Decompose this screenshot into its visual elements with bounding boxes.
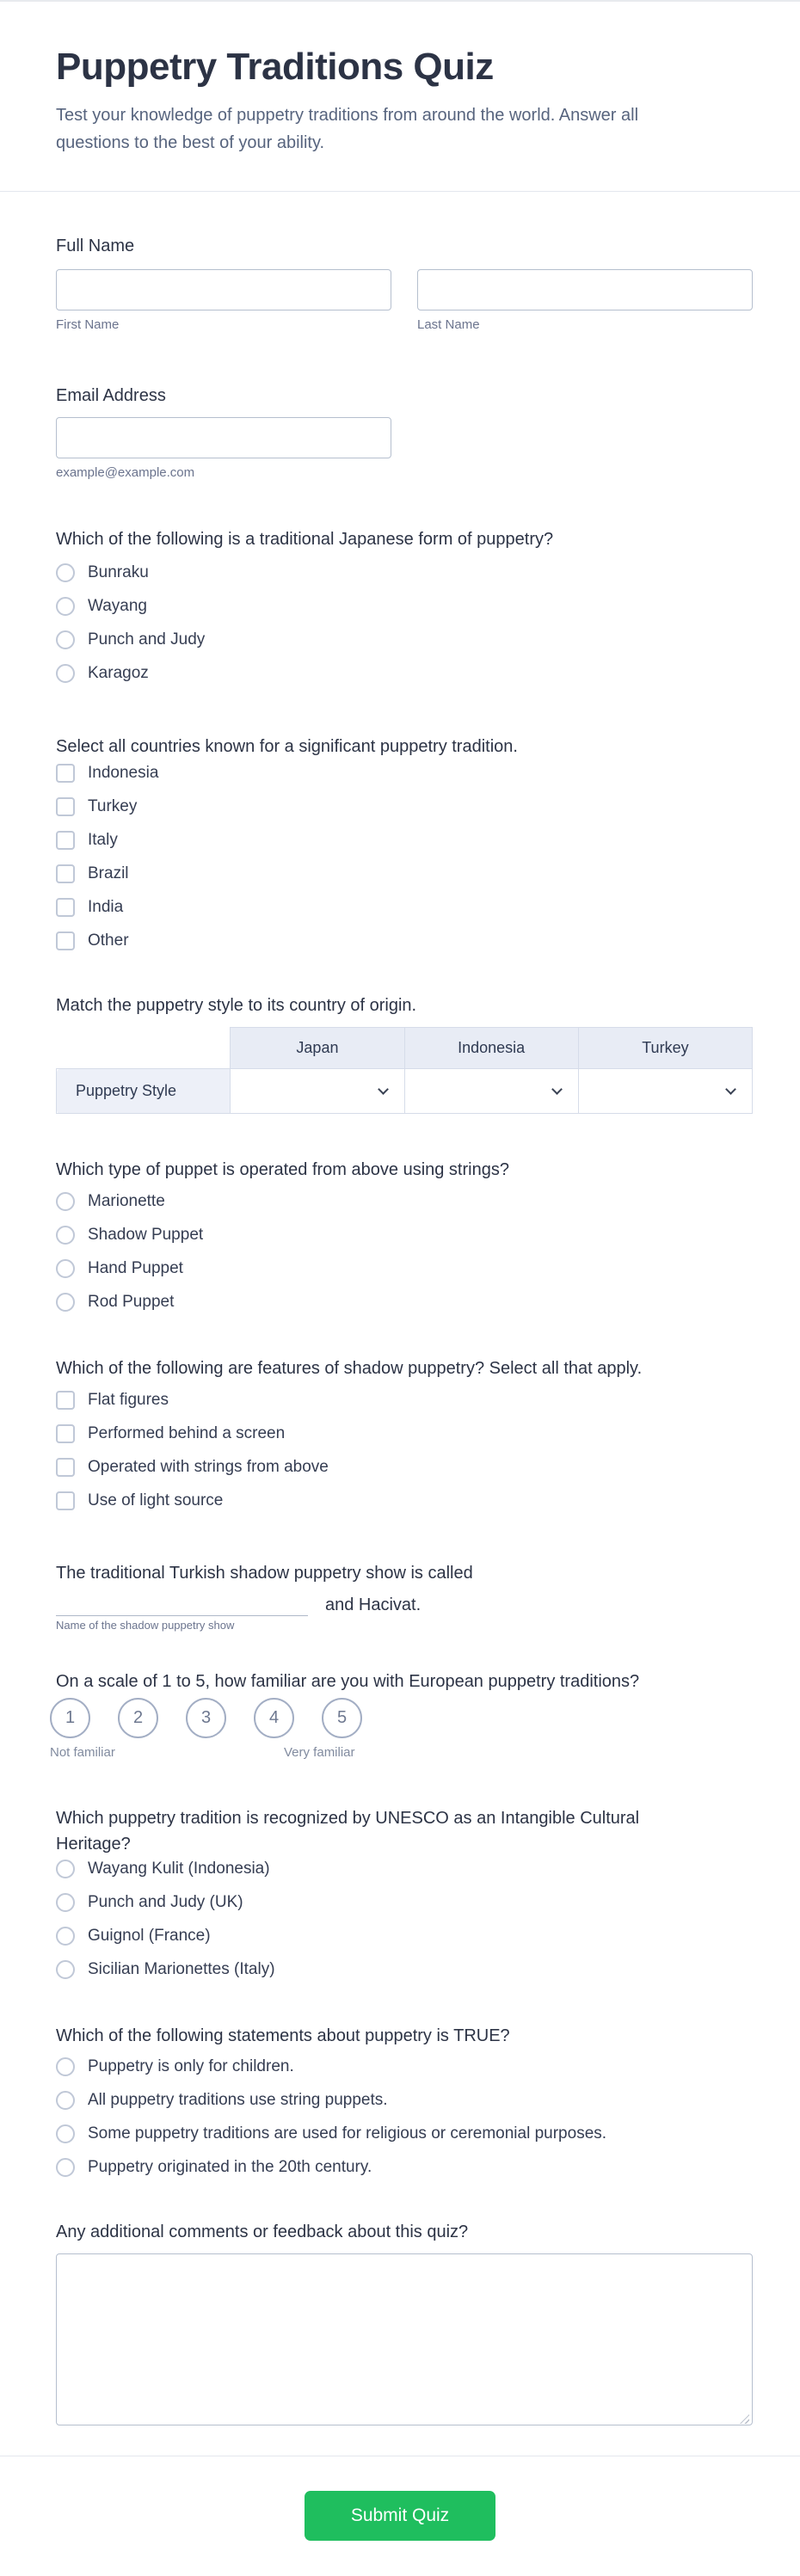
- checkbox-option[interactable]: [56, 897, 753, 918]
- option-label: Indonesia: [88, 764, 159, 782]
- radio-option[interactable]: [56, 2124, 753, 2144]
- radio-group: [56, 1191, 753, 1313]
- first-name-input[interactable]: [56, 269, 391, 310]
- comments-wrapper: [56, 2253, 753, 2430]
- radio-option[interactable]: [56, 2056, 753, 2077]
- radio-icon[interactable]: [56, 1860, 75, 1878]
- checkbox-option[interactable]: [56, 1423, 753, 1444]
- option-label: Marionette: [88, 1192, 165, 1210]
- radio-icon[interactable]: [56, 2091, 75, 2110]
- checkbox-icon[interactable]: [56, 764, 75, 783]
- checkbox-icon[interactable]: [56, 931, 75, 950]
- matrix-select-japan[interactable]: [231, 1069, 404, 1114]
- option-label: Use of light source: [88, 1491, 224, 1509]
- option-label: Hand Puppet: [88, 1259, 183, 1277]
- chevron-down-icon: [378, 1084, 389, 1095]
- question-scale: [50, 1670, 753, 1761]
- scale-max-label: Very familiar: [284, 1745, 355, 1760]
- question-label: Select all countries known for a significant puppetry tradition.: [56, 737, 518, 756]
- question-strings-above: [56, 1159, 753, 1313]
- scale-option-2[interactable]: 2: [118, 1698, 158, 1738]
- option-label: Shadow Puppet: [88, 1226, 204, 1244]
- question-unesco: [56, 1805, 753, 1980]
- scale-option-1[interactable]: 1: [50, 1698, 90, 1738]
- question-shadow-features: [56, 1357, 753, 1511]
- option-label: Brazil: [88, 864, 129, 882]
- option-label: Wayang Kulit (Indonesia): [88, 1860, 270, 1878]
- radio-option[interactable]: [56, 2157, 753, 2178]
- option-label: Operated with strings from above: [88, 1458, 329, 1476]
- form-header: [56, 2, 753, 157]
- option-label: Punch and Judy (UK): [88, 1893, 243, 1911]
- question-label: Which of the following statements about puppetry is TRUE?: [56, 2026, 510, 2045]
- comments-textarea[interactable]: [56, 2253, 753, 2425]
- option-label: Karagoz: [88, 664, 149, 682]
- option-label: Flat figures: [88, 1391, 169, 1409]
- scale-options-row: [50, 1698, 753, 1738]
- fill-blank-sublabel: Name of the shadow puppetry show: [56, 1619, 235, 1632]
- scale-option-3[interactable]: 3: [186, 1698, 226, 1738]
- radio-icon[interactable]: [56, 1960, 75, 1979]
- question-matrix: [56, 994, 753, 1114]
- radio-icon[interactable]: [56, 1226, 75, 1245]
- question-japanese-form: [56, 528, 753, 684]
- option-label: All puppetry traditions use string puppets.: [88, 2091, 388, 2109]
- radio-option[interactable]: [56, 663, 753, 684]
- fill-blank-suffix: and Hacivat.: [325, 1595, 422, 1614]
- question-comments: [56, 2221, 753, 2430]
- option-label: Rod Puppet: [88, 1293, 175, 1311]
- radio-icon[interactable]: [56, 1927, 75, 1946]
- radio-icon[interactable]: [56, 1893, 75, 1912]
- radio-icon[interactable]: [56, 597, 75, 616]
- checkbox-icon[interactable]: [56, 1491, 75, 1510]
- question-label: On a scale of 1 to 5, how familiar are you with European puppetry traditions?: [56, 1672, 640, 1691]
- option-label: Puppetry is only for children.: [88, 2057, 294, 2075]
- radio-icon[interactable]: [56, 2158, 75, 2177]
- option-label: Sicilian Marionettes (Italy): [88, 1960, 275, 1978]
- checkbox-icon[interactable]: [56, 864, 75, 883]
- scale-option-5[interactable]: 5: [322, 1698, 362, 1738]
- checkbox-option[interactable]: [56, 830, 753, 851]
- question-countries: [56, 735, 753, 951]
- option-label: Performed behind a screen: [88, 1424, 286, 1442]
- last-name-sublabel: Last Name: [417, 317, 480, 332]
- matrix-table: [56, 1027, 753, 1114]
- radio-option[interactable]: [56, 1859, 753, 1879]
- checkbox-icon[interactable]: [56, 1424, 75, 1443]
- checkbox-icon[interactable]: [56, 797, 75, 816]
- comments-label: Any additional comments or feedback about this quiz?: [56, 2222, 469, 2241]
- option-label: Puppetry originated in the 20th century.: [88, 2158, 372, 2176]
- option-label: Bunraku: [88, 563, 149, 581]
- checkbox-option[interactable]: [56, 1491, 753, 1511]
- fill-blank-label: The traditional Turkish shadow puppetry show is called: [56, 1564, 473, 1583]
- radio-icon[interactable]: [56, 1293, 75, 1312]
- email-sublabel: example@example.com: [56, 465, 195, 480]
- option-label: Turkey: [88, 797, 138, 815]
- radio-icon[interactable]: [56, 563, 75, 582]
- question-true-statement: [56, 2025, 753, 2178]
- question-label: Which of the following are features of shadow puppetry? Select all that apply.: [56, 1359, 643, 1378]
- matrix-select-turkey[interactable]: [578, 1069, 752, 1114]
- radio-option[interactable]: [56, 1292, 753, 1313]
- radio-option[interactable]: [56, 596, 753, 617]
- radio-option[interactable]: [56, 1959, 753, 1980]
- radio-option[interactable]: [56, 1225, 753, 1245]
- question-label: Which of the following is a traditional Japanese form of puppetry?: [56, 530, 554, 549]
- option-label: India: [88, 898, 124, 916]
- checkbox-group: [56, 1390, 753, 1511]
- checkbox-option[interactable]: [56, 1390, 753, 1411]
- checkbox-group: [56, 763, 753, 951]
- name-inputs-row: [56, 269, 753, 333]
- option-label: Wayang: [88, 597, 147, 615]
- question-label: Which type of puppet is operated from above using strings?: [56, 1160, 509, 1179]
- question-label: Match the puppetry style to its country of origin.: [56, 996, 417, 1015]
- submit-row: [0, 2491, 800, 2541]
- radio-icon[interactable]: [56, 2057, 75, 2076]
- radio-icon[interactable]: [56, 2124, 75, 2143]
- form-title: Puppetry Traditions Quiz: [56, 46, 494, 88]
- checkbox-icon[interactable]: [56, 1458, 75, 1477]
- question-label: Which puppetry tradition is recognized by UNESCO as an Intangible Cultural Heritage?: [56, 1809, 640, 1854]
- checkbox-option[interactable]: [56, 864, 753, 884]
- checkbox-option[interactable]: [56, 796, 753, 817]
- full-name-label: Full Name: [56, 237, 135, 255]
- checkbox-option[interactable]: [56, 763, 753, 784]
- option-label: Punch and Judy: [88, 630, 206, 649]
- header-divider: [0, 191, 800, 192]
- option-label: Italy: [88, 831, 118, 849]
- radio-option[interactable]: [56, 1892, 753, 1913]
- radio-icon[interactable]: [56, 1192, 75, 1211]
- checkbox-icon[interactable]: [56, 898, 75, 917]
- radio-icon[interactable]: [56, 630, 75, 649]
- last-name-input[interactable]: [417, 269, 753, 310]
- first-name-column: [56, 269, 391, 333]
- radio-option[interactable]: [56, 1926, 753, 1946]
- scale-min-label: Not familiar: [50, 1745, 115, 1760]
- full-name-field: [56, 235, 753, 333]
- radio-group: [56, 563, 753, 684]
- radio-option[interactable]: [56, 563, 753, 583]
- last-name-column: [417, 269, 753, 333]
- radio-group: [56, 1859, 753, 1980]
- matrix-header-row: [57, 1028, 753, 1069]
- chevron-down-icon: [551, 1084, 563, 1095]
- option-label: Guignol (France): [88, 1927, 211, 1945]
- radio-option[interactable]: [56, 630, 753, 650]
- matrix-column-indonesia: Indonesia: [404, 1028, 578, 1069]
- scale-endpoint-labels: [50, 1745, 753, 1761]
- radio-icon[interactable]: [56, 664, 75, 683]
- radio-option[interactable]: [56, 1191, 753, 1212]
- matrix-select-indonesia[interactable]: [404, 1069, 578, 1114]
- submit-button[interactable]: Submit Quiz: [305, 2491, 495, 2541]
- matrix-column-japan: Japan: [231, 1028, 404, 1069]
- checkbox-icon[interactable]: [56, 831, 75, 850]
- first-name-sublabel: First Name: [56, 317, 120, 332]
- option-label: Some puppetry traditions are used for religious or ceremonial purposes.: [88, 2124, 607, 2143]
- question-fill-blank: [56, 1561, 753, 1632]
- matrix-corner-cell: [57, 1028, 231, 1069]
- scale-option-4[interactable]: 4: [254, 1698, 294, 1738]
- radio-icon[interactable]: [56, 1259, 75, 1278]
- matrix-body-row: [57, 1069, 753, 1114]
- chevron-down-icon: [725, 1084, 736, 1095]
- matrix-row-label: Puppetry Style: [57, 1069, 231, 1114]
- quiz-form-page: [0, 2, 800, 2541]
- fill-blank-input[interactable]: [56, 1592, 308, 1616]
- matrix-column-turkey: Turkey: [578, 1028, 752, 1069]
- email-input[interactable]: [56, 417, 391, 458]
- fill-blank-row: [56, 1592, 753, 1616]
- radio-option[interactable]: [56, 1258, 753, 1279]
- email-field: [56, 384, 753, 481]
- email-label: Email Address: [56, 386, 166, 405]
- checkbox-option[interactable]: [56, 931, 753, 951]
- radio-group: [56, 2056, 753, 2178]
- radio-option[interactable]: [56, 2090, 753, 2111]
- option-label: Other: [88, 931, 129, 950]
- checkbox-option[interactable]: [56, 1457, 753, 1478]
- checkbox-icon[interactable]: [56, 1391, 75, 1410]
- form-description: Test your knowledge of puppetry traditions from around the world. Answer all questions to the best of your ability.: [56, 106, 639, 152]
